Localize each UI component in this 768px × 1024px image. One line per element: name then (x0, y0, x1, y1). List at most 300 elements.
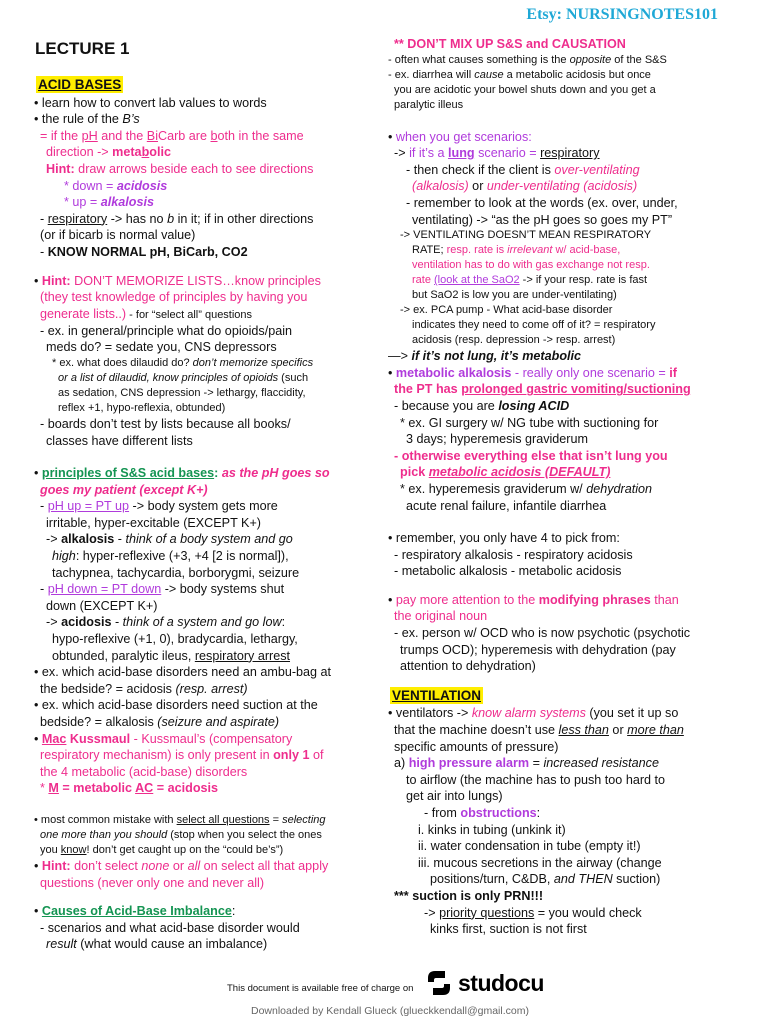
note-line (388, 145, 738, 162)
note-text: hypo-reflexive (+1, 0), bradycardia, lethargy, (52, 632, 298, 647)
note-line (34, 664, 374, 681)
spacer (34, 797, 374, 813)
notes-left-column (34, 34, 374, 953)
note-line (388, 888, 738, 905)
note-line (34, 764, 374, 781)
note-text: -> (46, 615, 62, 630)
note-line (388, 563, 738, 580)
note-line (34, 244, 374, 261)
note-text: select all questions (176, 813, 270, 826)
note-line (34, 828, 374, 843)
spacer (34, 449, 374, 465)
note-text: indicates they need to come off of it? = respiratory (412, 319, 656, 332)
note-text: - respiratory alkalosis - respiratory acidosis (394, 547, 633, 562)
note-text: : (214, 466, 222, 481)
note-text: - (40, 211, 48, 226)
note-text: iii. mucous secretions in the airway (change (418, 855, 662, 870)
note-text: high pressure alarm (408, 756, 530, 771)
note-text: resp. rate is (446, 244, 508, 257)
note-line (34, 631, 374, 648)
note-line (388, 530, 738, 547)
note-line (34, 211, 374, 228)
note-line (388, 53, 738, 68)
note-text: • ventilators -> (388, 706, 472, 721)
note-text: ventilation has to do with gas exchange not resp. (412, 259, 650, 272)
note-line (34, 614, 374, 631)
note-text: • ex. which acid-base disorders need suction at the (34, 698, 318, 713)
note-text: all (187, 858, 201, 873)
note-text: pH up = PT up (47, 499, 130, 514)
note-text: that the machine doesn’t use (394, 723, 559, 738)
note-line (388, 288, 738, 303)
note-text: irrelevant (507, 244, 553, 257)
note-text: acidosis (116, 178, 168, 193)
note-text: the original noun (394, 609, 488, 624)
note-text: selecting (282, 813, 326, 826)
note-text: oth in the same (217, 128, 304, 143)
note-text: = (269, 813, 283, 826)
note-text: trumps OCD); hyperemesis with dehydration (pay (400, 642, 676, 657)
note-text: a metabolic acidosis but once (503, 68, 651, 81)
spacer (388, 580, 738, 592)
notes-right-column (388, 36, 738, 938)
note-line (388, 195, 738, 212)
note-text: (seizure and aspirate) (157, 715, 280, 729)
note-text: = (529, 756, 544, 771)
note-text: M (48, 781, 59, 796)
note-text: acute renal failure, infantile diarrhea (406, 498, 607, 513)
note-text: - really only one scenario = (511, 365, 670, 380)
section-heading-row (36, 76, 374, 94)
note-text: acidosis (61, 615, 112, 630)
note-text: -> (46, 532, 62, 547)
note-text: meta (112, 145, 142, 160)
note-line (34, 648, 374, 665)
note-text: get air into lungs) (406, 789, 503, 804)
note-text: -> (394, 146, 410, 161)
note-line (34, 565, 374, 582)
note-text: * ex. hyperemesis graviderum w/ (400, 481, 587, 496)
note-text: than (650, 592, 679, 607)
note-text: pH (81, 128, 98, 143)
note-text: suction) (612, 872, 661, 887)
note-text: - from (424, 806, 461, 820)
note-text: and THEN (553, 872, 613, 887)
footer-availability-text: This document is available free of charge on (227, 983, 414, 994)
note-text: you (40, 843, 61, 856)
note-text: none (141, 858, 170, 873)
note-line (388, 838, 738, 855)
note-text: = metabolic (58, 781, 136, 796)
note-text: b (210, 128, 218, 143)
note-text: under-ventilating (acidosis) (486, 179, 638, 194)
note-line (388, 905, 738, 922)
note-text: : (536, 806, 541, 820)
note-line (34, 548, 374, 565)
note-text: or (608, 723, 628, 738)
note-text: -> if your resp. rate is fast (519, 274, 648, 287)
note-text: if it’s a (409, 146, 449, 161)
studocu-wordmark: studocu (458, 969, 544, 996)
note-line (388, 547, 738, 564)
note-line (34, 306, 374, 323)
note-text: opposite (569, 53, 612, 66)
note-text: principles of S&S acid bases (41, 466, 215, 481)
note-text: (or if bicarb is normal value) (40, 228, 196, 243)
note-text: a) (394, 756, 409, 771)
note-text: -> body system gets more (129, 499, 278, 514)
note-line (388, 448, 738, 465)
note-text: • (388, 592, 396, 607)
note-text: metabolic acidosis (DEFAULT) (428, 465, 611, 480)
note-line (34, 714, 374, 731)
spacer (34, 891, 374, 903)
note-line (34, 843, 374, 858)
note-text: Carb are (158, 128, 211, 143)
section-heading-row (390, 687, 738, 705)
note-text: more than (627, 723, 684, 738)
note-text: know alarm systems (471, 706, 586, 721)
note-line (34, 515, 374, 532)
spacer (388, 113, 738, 129)
note-line (388, 365, 738, 382)
note-text: losing ACID (498, 398, 570, 413)
note-line (388, 464, 738, 481)
note-text: - for “select all” questions (126, 308, 253, 321)
note-text: high (52, 549, 76, 564)
note-text: respiratory (540, 146, 600, 161)
note-text: respiratory (47, 211, 108, 226)
note-line (34, 386, 374, 401)
note-line (388, 318, 738, 333)
note-line (34, 581, 374, 598)
note-text: Mac (41, 731, 67, 746)
note-text: on select all that apply (200, 858, 329, 873)
note-line (388, 592, 738, 609)
note-text: • (34, 466, 42, 481)
note-text: irritable, hyper-excitable (EXCEPT K+) (46, 515, 261, 530)
note-line (34, 903, 374, 920)
note-text: to airflow (the machine has to push too hard to (406, 772, 666, 787)
note-line (34, 401, 374, 416)
note-text: • (34, 731, 42, 746)
note-line (388, 625, 738, 642)
note-line (34, 416, 374, 433)
note-text: generate lists..) (40, 306, 127, 321)
note-text: Kussmaul (66, 731, 131, 746)
note-text: but SaO2 is low you are under-ventilating) (412, 289, 617, 302)
note-text: prolonged gastric vomiting/suctioning (461, 382, 691, 397)
spacer (388, 514, 738, 530)
note-text: - (40, 244, 48, 259)
note-text: = if the (40, 128, 82, 143)
note-text: know (60, 843, 87, 856)
note-line (388, 921, 738, 938)
note-text: -> VENTILATING DOESN’T MEAN RESPIRATORY (400, 229, 652, 242)
etsy-watermark: Etsy: NURSINGNOTES101 (526, 6, 718, 23)
note-line (34, 339, 374, 356)
note-text: questions (never only one and never all) (40, 875, 265, 890)
note-text: less than (558, 723, 609, 738)
note-line (388, 273, 738, 288)
note-line (34, 144, 374, 161)
note-text: RATE; (412, 244, 447, 257)
note-text: - ex. diarrhea will (388, 68, 475, 81)
note-text: meds do? = sedate you, CNS depressors (46, 340, 277, 355)
note-line (34, 273, 374, 290)
note-text: (you set it up so (585, 706, 679, 721)
note-text: think of a body system and go (125, 532, 293, 547)
note-text: don’t memorize specifics (192, 356, 314, 369)
note-text: Bi (146, 128, 158, 143)
note-text: —> (388, 349, 412, 364)
note-line (388, 178, 738, 195)
note-text: obstructions (460, 806, 537, 820)
note-line (34, 920, 374, 937)
note-text: - ex. person w/ OCD who is now psychotic (psychotic (394, 626, 691, 641)
note-text: acidosis (resp. depression -> resp. arrest) (412, 334, 616, 347)
note-text: Hint: (41, 858, 71, 873)
note-line (34, 681, 374, 698)
note-text: • (34, 273, 42, 288)
note-text: * up = (64, 195, 101, 210)
note-text: respiratory mechanism) is only present in (40, 748, 274, 763)
note-text: tachypnea, tachycardia, borborygmi, seizure (52, 565, 300, 580)
note-text: ** DON’T MIX UP S&S and CAUSATION (394, 37, 626, 51)
note-line (388, 333, 738, 348)
note-line (388, 258, 738, 273)
note-text: rate (412, 274, 435, 287)
note-text: - (111, 615, 123, 630)
note-text: - then check if the client is (406, 162, 555, 177)
note-line (34, 356, 374, 371)
note-text: (alkalosis) (412, 179, 469, 194)
note-text: think of a system and go low (122, 615, 282, 630)
lecture-title: LECTURE 1 (35, 39, 130, 58)
note-line (388, 83, 738, 98)
note-text: scenario = (474, 146, 541, 161)
note-line (34, 289, 374, 306)
note-text: -> body systems shut (161, 582, 285, 597)
footer-download-info: Downloaded by Kendall Glueck (glueckkendall@gmail.com) (251, 1005, 529, 1017)
note-line (388, 415, 738, 432)
note-line (34, 598, 374, 615)
note-text: one more than you should (40, 828, 168, 841)
note-line (34, 323, 374, 340)
note-text: lung (448, 146, 475, 161)
note-line (34, 747, 374, 764)
note-text: (they test knowledge of principles by having you (40, 290, 308, 305)
note-line (388, 755, 738, 772)
note-text: olic (149, 145, 171, 160)
note-text: or (169, 858, 188, 873)
note-text: of (309, 748, 324, 763)
note-line (388, 722, 738, 739)
note-text: Hint: (46, 161, 75, 176)
note-text: don’t select (70, 858, 142, 873)
note-text: • ex. which acid-base disorders need an ambu-bag at (34, 665, 332, 680)
note-line (388, 642, 738, 659)
note-text: - Kussmaul’s (compensatory (130, 731, 293, 746)
note-text: • (34, 904, 42, 919)
note-text: • (34, 858, 42, 873)
note-line (388, 228, 738, 243)
note-text: cause (474, 68, 504, 81)
note-text: • (388, 129, 396, 144)
note-text: : hyper-reflexive (+3, +4 [2 is normal]), (75, 549, 289, 564)
note-text: -> ex. PCA pump - What acid-base disorder (400, 304, 613, 317)
note-line (388, 431, 738, 448)
note-text: obtunded, paralytic ileus, (52, 648, 195, 663)
note-line (388, 855, 738, 872)
note-line (34, 371, 374, 386)
note-text: • (388, 365, 396, 380)
note-text: kinks first, suction is not first (430, 922, 587, 937)
note-text: result (46, 937, 77, 952)
note-text: - because you are (394, 398, 499, 413)
note-line (34, 465, 374, 482)
note-text: b (141, 145, 150, 160)
note-text: *** suction is only PRN!!! (394, 888, 544, 903)
note-text: b (167, 211, 175, 226)
note-text: KNOW NORMAL pH, BiCarb, CO2 (47, 244, 248, 259)
note-text: ! don’t get caught up on the “could be’s”) (86, 843, 284, 856)
note-text: pay more attention to the (395, 592, 539, 607)
note-text: alkalosis (100, 195, 154, 210)
note-line (388, 481, 738, 498)
note-text: over-ventilating (554, 162, 640, 177)
note-text: only 1 (273, 748, 310, 763)
note-text: when you get scenarios: (395, 129, 532, 144)
note-text: modifying phrases (538, 592, 651, 607)
note-line (34, 875, 374, 892)
note-text: as the pH goes so (221, 466, 330, 481)
note-line (388, 129, 738, 146)
note-text: ii. water condensation in tube (empty it!) (418, 839, 641, 854)
note-text: goes my patient (except K+) (40, 482, 208, 497)
note-text: bedside? = alkalosis (40, 715, 158, 729)
note-text: specific amounts of pressure) (394, 739, 559, 754)
note-text: • remember, you only have 4 to pick from: (388, 531, 620, 546)
note-text: = you would check (534, 905, 642, 920)
note-line (388, 68, 738, 83)
note-line (34, 227, 374, 244)
note-line (388, 98, 738, 113)
note-line (34, 531, 374, 548)
note-text: : (281, 615, 286, 630)
note-line (34, 178, 374, 195)
note-line (34, 95, 374, 112)
note-line (34, 498, 374, 515)
note-text: the PT has (394, 382, 462, 397)
note-line (388, 398, 738, 415)
note-line (34, 161, 374, 178)
note-text: if (669, 365, 677, 380)
note-text: metabolic alkalosis (395, 365, 512, 380)
note-text: Causes of Acid-Base Imbalance (41, 904, 232, 919)
section-heading: ACID BASES (38, 77, 122, 92)
note-text: w/ acid-base, (552, 244, 621, 257)
note-line (34, 697, 374, 714)
note-text: = acidosis (153, 781, 219, 796)
note-text: - metabolic alkalosis - metabolic acidosis (394, 564, 622, 579)
note-text: - otherwise everything else that isn’t lung you (394, 448, 668, 463)
section-heading: VENTILATION (392, 687, 481, 703)
note-text: reflex +1, hypo-reflexia, obtunded) (58, 401, 226, 414)
note-line (34, 482, 374, 499)
note-line (34, 731, 374, 748)
note-text: (look at the SaO2 (434, 274, 520, 287)
note-text: -> has no (107, 211, 168, 226)
note-line (34, 433, 374, 450)
note-text: the 4 metabolic (acid-base) disorders (40, 764, 248, 779)
note-line (34, 858, 374, 875)
studocu-logo[interactable] (424, 968, 544, 998)
note-text: positions/turn, C&DB, (430, 872, 554, 887)
note-text: or (468, 179, 487, 194)
note-text: respiratory arrest (194, 648, 291, 663)
note-line (388, 303, 738, 318)
note-text: paralytic illeus (394, 98, 464, 111)
note-text: pH down = PT down (47, 582, 162, 597)
note-line (34, 936, 374, 953)
note-line (388, 871, 738, 888)
note-line (388, 658, 738, 675)
note-text: * ex. GI surgery w/ NG tube with suctioning for (400, 415, 659, 430)
note-text: ventilating) -> “as the pH goes so goes my PT” (412, 212, 673, 227)
note-line (388, 243, 738, 258)
note-text: increased resistance (543, 756, 659, 771)
note-line (34, 194, 374, 211)
note-text: or a list of dilaudid, know principles of opioids (58, 371, 279, 384)
studocu-mark-icon (424, 968, 454, 998)
note-text: - remember to look at the words (ex. over, under, (406, 195, 678, 210)
note-text: attention to dehydration) (400, 659, 536, 674)
note-text: • the rule of the (34, 112, 123, 127)
note-line (388, 162, 738, 179)
note-line (34, 111, 374, 128)
note-text: if it’s not lung, it’s metabolic (411, 349, 582, 364)
note-text: - (40, 582, 48, 597)
spacer (388, 675, 738, 687)
note-line (388, 739, 738, 756)
note-text: you are acidotic your bowel shuts down and you get a (394, 83, 656, 96)
note-text: • most common mistake with (34, 813, 177, 826)
note-line (388, 822, 738, 839)
note-line (34, 780, 374, 797)
note-text: in it; if in other directions (174, 211, 314, 226)
note-text: * ex. what does dilaudid do? (52, 356, 193, 369)
note-text: * (40, 781, 49, 796)
note-text: DON’T MEMORIZE LISTS…know principles (70, 273, 321, 288)
note-line (388, 36, 738, 53)
note-text: down (EXCEPT K+) (46, 598, 158, 613)
spacer (34, 261, 374, 273)
note-text: • learn how to convert lab values to words (34, 95, 267, 110)
note-line (388, 212, 738, 229)
note-line (388, 381, 738, 398)
note-text: - (114, 532, 126, 547)
note-text: - boards don’t test by lists because all books/ (40, 416, 291, 431)
note-text: - ex. in general/principle what do opioids/pain (40, 323, 293, 338)
note-text: B’s (122, 112, 140, 127)
note-text: alkalosis (61, 532, 115, 547)
note-text: : (231, 904, 236, 919)
note-text: (what would cause an imbalance) (76, 937, 268, 952)
note-text: Hint: (41, 273, 71, 288)
note-line (34, 813, 374, 828)
note-text: - often what causes something is the (388, 53, 570, 66)
